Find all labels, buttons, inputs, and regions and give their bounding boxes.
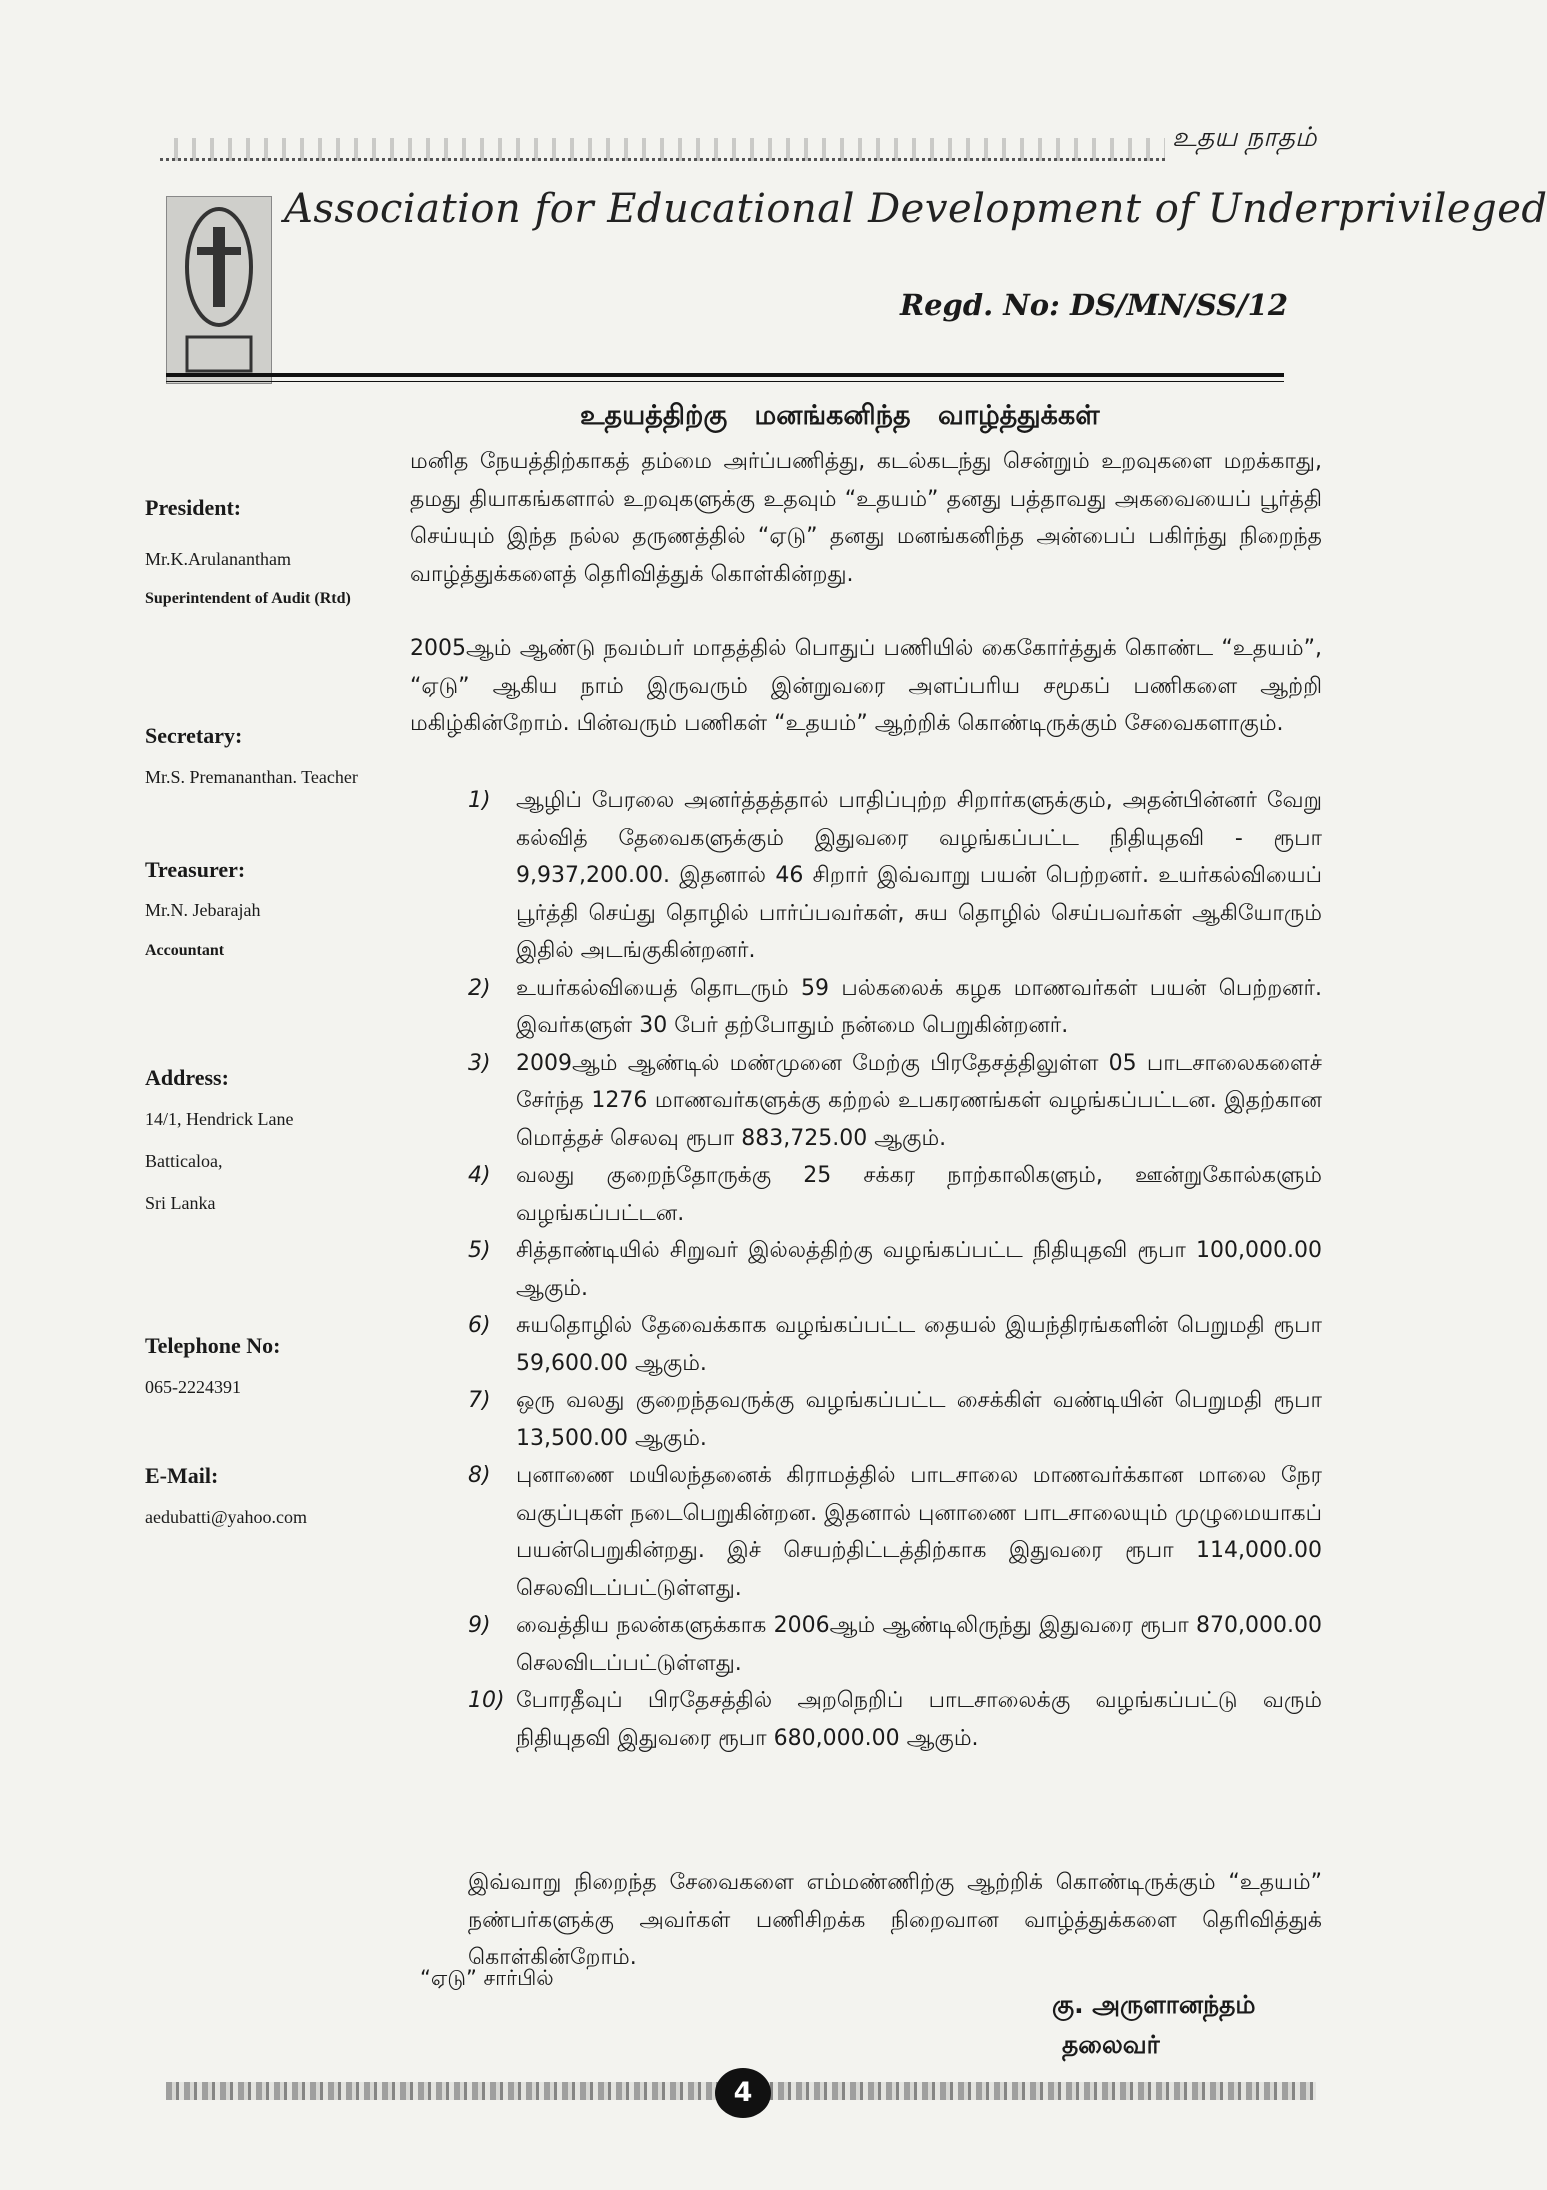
treasurer-label: Treasurer: [145, 857, 246, 882]
page-number: 4 [715, 2068, 771, 2118]
header-rule [166, 373, 1284, 377]
list-number: 2) [468, 975, 491, 1001]
list-text: ஒரு வலது குறைந்தவருக்கு வழங்கப்பட்ட சைக்கிள் வண்டியின் பெறுமதி ரூபா 13,500.00 ஆகும். [516, 1388, 1322, 1451]
list-number: 9) [468, 1613, 491, 1638]
list-number: 5) [468, 1238, 491, 1263]
list-item [468, 1232, 1322, 1307]
list-number: 3) [468, 1050, 491, 1076]
list-item [468, 1382, 1322, 1457]
list-number: 8) [468, 1463, 491, 1488]
treasurer-role: Accountant [145, 942, 225, 959]
list-number: 1) [468, 788, 491, 813]
list-item [468, 1307, 1322, 1382]
list-text: வைத்திய நலன்களுக்காக 2006ஆம் ஆண்டிலிருந்து இதுவரை ரூபா 870,000.00 செலவிடப்பட்டுள்ளது. [516, 1613, 1322, 1676]
intro-paragraph: மனித நேயத்திற்காகத் தம்மை அர்ப்பணித்து, கடல்கடந்து சென்றும் உறவுகளை மறக்காது, தமது தியாகங்களால் உறவுகளுக்கு உதவும் “உதயம்” தனது பத்தாவது அகவையைப் பூர்த்தி செய்யும் இந்த நல்ல தருணத்தில் “ஏடு” தனது மனங்கனிந்த அன்பைப் பகிர்ந்து நிறைந்த வாழ்த்துக்களைத் தெரிவித்துக் கொள்கின்றது. [410, 449, 1322, 587]
list-item [468, 782, 1322, 970]
list-text: ஆழிப் பேரலை அனர்த்தத்தால் பாதிப்புற்ற சிறார்களுக்கும், அதன்பின்னர் வேறு கல்வித் தேவைகளுக்கும் இதுவரை வழங்கப்பட்ட நிதியுதவி - ரூபா 9,937,200.00. இதனால் 46 சிறார் இவ்வாறு பயன் பெற்றனர். உயர்கல்வியைப் பூர்த்தி செய்து தொழில் பார்ப்பவர்கள், சுய தொழில் செய்பவர்கள் ஆகியோரும் இதில் அடங்குகின்றனர். [516, 788, 1322, 963]
email-value: aedubatti@yahoo.com [145, 1507, 308, 1527]
registration-number: Regd. No: DS/MN/SS/12 [900, 288, 1289, 322]
organization-name: Association for Educational Development of Underprivileged [284, 186, 1547, 232]
list-item [468, 1045, 1322, 1158]
telephone-value: 065-2224391 [145, 1377, 241, 1397]
list-item [468, 1682, 1322, 1757]
secretary-label: Secretary: [145, 723, 243, 748]
logo-emblem-icon [167, 197, 271, 383]
header-rule-thin [166, 381, 1284, 382]
president-role: Superintendent of Audit (Rtd) [145, 590, 351, 607]
list-item [468, 1457, 1322, 1607]
email-label: E-Mail: [145, 1463, 219, 1488]
article-heading: உதயத்திற்கு மனங்கனிந்த வாழ்த்துக்கள் [580, 400, 1100, 431]
signatory-role: தலைவர் [1062, 2030, 1160, 2059]
list-number: 7) [468, 1388, 491, 1413]
top-border-decoration [160, 138, 1165, 161]
list-item [468, 1157, 1322, 1232]
president-label: President: [145, 495, 242, 520]
list-text: உயர்கல்வியைத் தொடரும் 59 பல்கலைக் கழக மாணவர்கள் பயன் பெற்றனர். இவர்களுள் 30 பேர் தற்போதும் நன்மை பெறுகின்றனர். [516, 975, 1322, 1038]
list-text: புனாணை மயிலந்தனைக் கிராமத்தில் பாடசாலை மாணவர்க்கான மாலை நேர வகுப்புகள் நடைபெறுகின்றன. இதனால் புனாணை பாடசாலையும் முழுமையாகப் பயன்பெறுகின்றது. இச் செயற்திட்டத்திற்காக இதுவரை ரூபா 114,000.00 செலவிடப்பட்டுள்ளது. [516, 1463, 1322, 1601]
history-paragraph: 2005ஆம் ஆண்டு நவம்பர் மாதத்தில் பொதுப் பணியில் கைகோர்த்துக் கொண்ட “உதயம்”, “ஏடு” ஆகிய நாம் இருவரும் இன்றுவரை அளப்பரிய சமூகப் பணிகளை ஆற்றி மகிழ்கின்றோம். பின்வரும் பணிகள் “உதயம்” ஆற்றிக் கொண்டிருக்கும் சேவைகளாகும். [410, 636, 1322, 736]
president-name: Mr.K.Arulanantham [145, 549, 291, 569]
list-number: 10) [468, 1688, 505, 1713]
signatory-name: கு. அருளானந்தம் [1052, 1990, 1256, 2019]
closing-paragraph: இவ்வாறு நிறைந்த சேவைகளை எம்மண்ணிற்கு ஆற்றிக் கொண்டிருக்கும் “உதயம்” நண்பர்களுக்கு அவர்கள் பணிசிறக்க நிறைவான வாழ்த்துக்களை தெரிவித்துக் கொள்கின்றோம். [468, 1870, 1322, 1970]
list-text: வலது குறைந்தோருக்கு 25 சக்கர நாற்காலிகளும், ஊன்றுகோல்களும் வழங்கப்பட்டன. [516, 1163, 1322, 1226]
organization-logo [166, 196, 272, 384]
address-line2: Batticaloa, [145, 1151, 223, 1171]
list-item [468, 1607, 1322, 1682]
list-text: 2009ஆம் ஆண்டில் மண்முனை மேற்கு பிரதேசத்திலுள்ள 05 பாடசாலைகளைச் சேர்ந்த 1276 மாணவர்களுக்கு கற்றல் உபகரணங்கள் வழங்கப்பட்டன. இதற்கான மொத்தச் செலவு ரூபா 883,725.00 ஆகும். [516, 1050, 1322, 1151]
list-text: போரதீவுப் பிரதேசத்தில் அறநெறிப் பாடசாலைக்கு வழங்கப்பட்டு வரும் நிதியுதவி இதுவரை ரூபா 680,000.00 ஆகும். [516, 1688, 1322, 1751]
magazine-title: உதய நாதம் [1172, 122, 1317, 153]
treasurer-name: Mr.N. Jebarajah [145, 900, 261, 920]
address-line3: Sri Lanka [145, 1193, 216, 1213]
secretary-name: Mr.S. Premananthan. Teacher [145, 767, 358, 787]
services-list [468, 782, 1322, 1757]
address-label: Address: [145, 1065, 229, 1090]
list-item [468, 970, 1322, 1045]
list-number: 4) [468, 1163, 491, 1188]
list-text: சித்தாண்டியில் சிறுவர் இல்லத்திற்கு வழங்கப்பட்ட நிதியுதவி ரூபா 100,000.00 ஆகும். [516, 1238, 1322, 1301]
telephone-label: Telephone No: [145, 1333, 281, 1358]
address-line1: 14/1, Hendrick Lane [145, 1109, 294, 1129]
list-text: சுயதொழில் தேவைக்காக வழங்கப்பட்ட தையல் இயந்திரங்களின் பெறுமதி ரூபா 59,600.00 ஆகும். [516, 1313, 1322, 1376]
on-behalf-label: “ஏடு” சார்பில் [420, 1966, 554, 1990]
list-number: 6) [468, 1313, 491, 1338]
